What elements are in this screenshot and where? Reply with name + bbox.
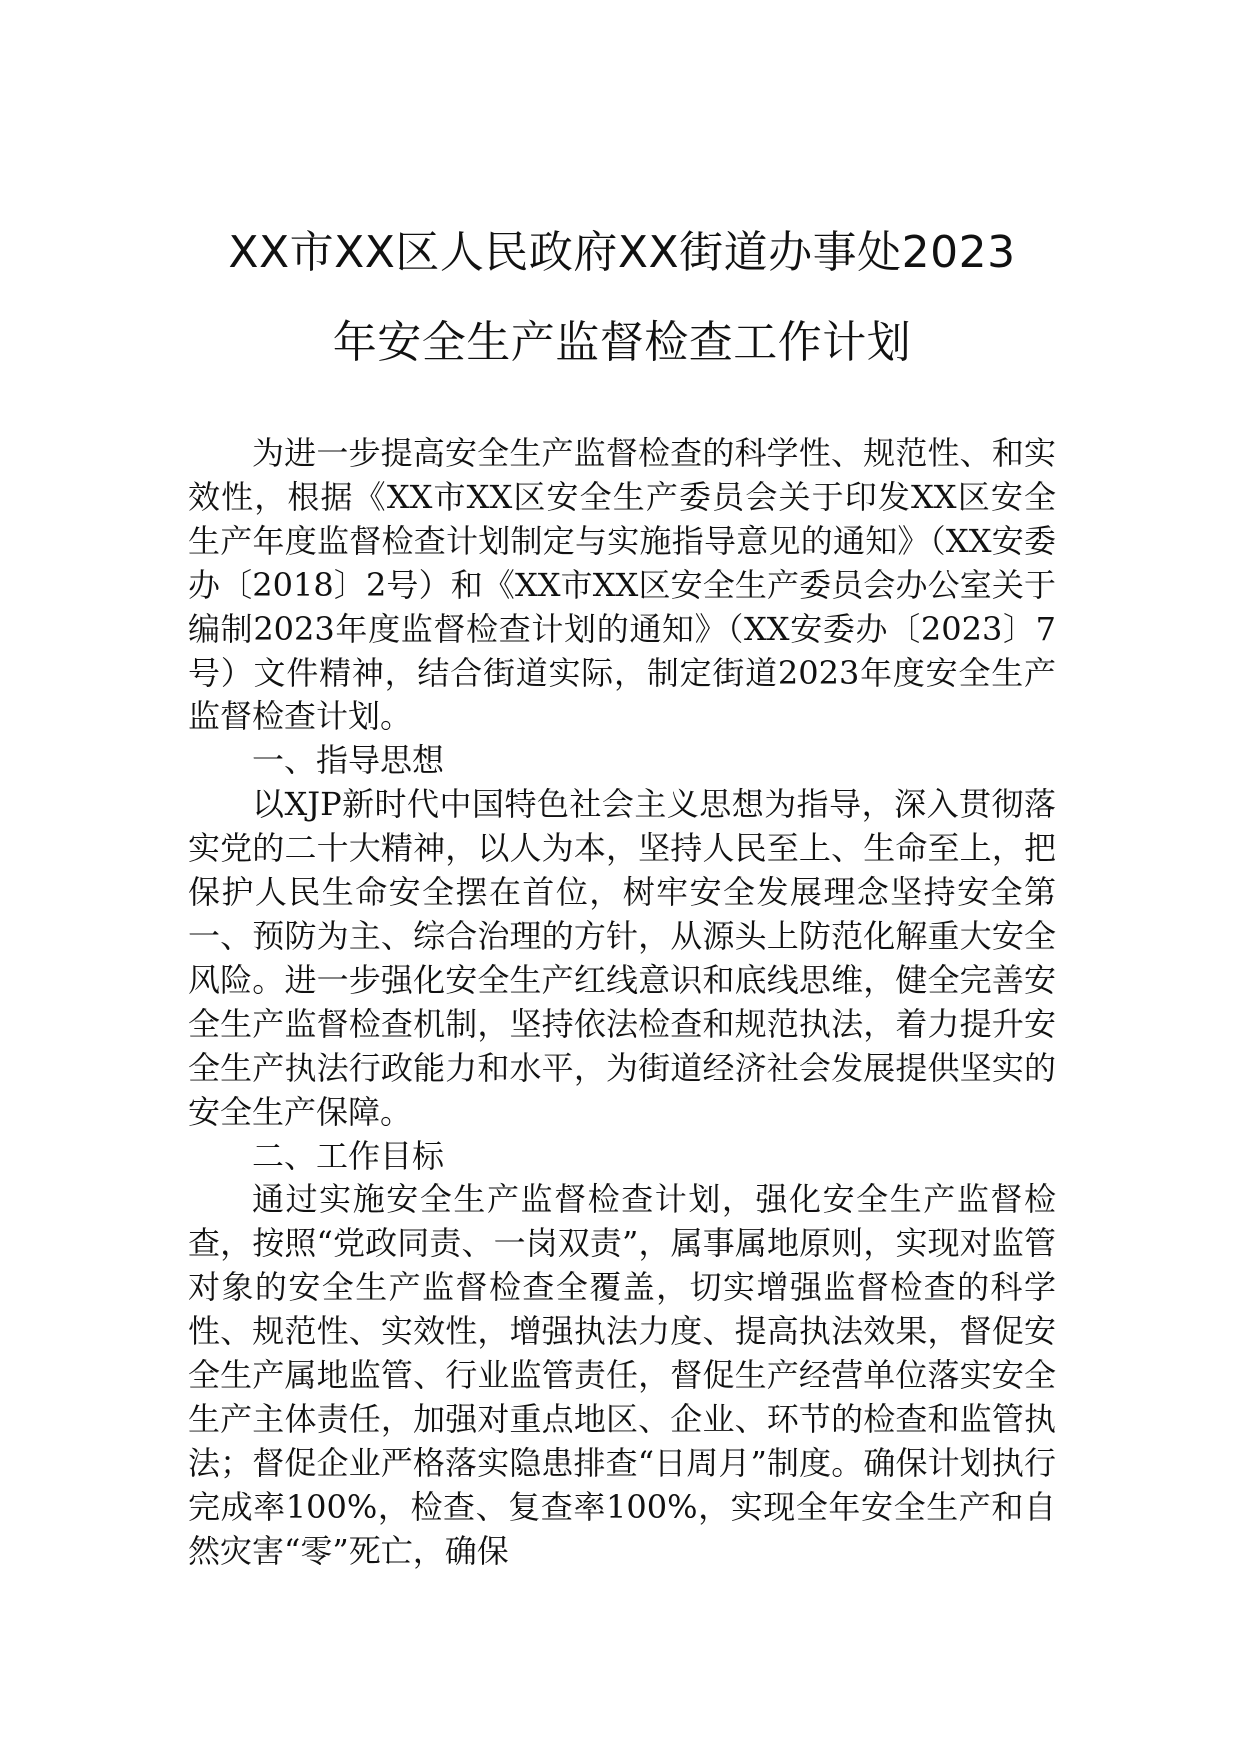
document-title bbox=[188, 208, 1056, 388]
work-goals-paragraph: 通过实施安全生产监督检查计划，强化安全生产监督检查，按照“党政同责、一岗双责”，属事属地原则，实现对监管对象的安全生产监督检查全覆盖，切实增强监督检查的科学性、规范性、实效性，增强执法力度、提高执法效果，督促安全生产属地监管、行业监管责任，督促生产经营单位落实安全生产主体责任，加强对重点地区、企业、环节的检查和监管执法；督促企业严格落实隐患排查“日周月”制度。确保计划执行完成率100%，检查、复查率100%，实现全年安全生产和自然灾害“零”死亡，确保 bbox=[188, 1180, 1056, 1570]
title-line-1: XX市XX区人民政府XX街道办事处2023 bbox=[228, 227, 1016, 278]
guiding-ideology-paragraph: 以XJP新时代中国特色社会主义思想为指导，深入贯彻落实党的二十大精神，以人为本，坚持人民至上、生命至上，把保护人民生命安全摆在首位，树牢安全发展理念坚持安全第一、预防为主、综合治理的方针，从源头上防范化解重大安全风险。进一步强化安全生产红线意识和底线思维，健全完善安全生产监督检查机制，坚持依法检查和规范执法，着力提升安全生产执法行政能力和水平，为街道经济社会发展提供坚实的安全生产保障。 bbox=[188, 785, 1056, 1131]
section-heading-guiding-ideology: 一、指导思想 bbox=[252, 741, 445, 780]
document-page bbox=[188, 208, 1056, 1574]
section-heading-work-goals: 二、工作目标 bbox=[252, 1136, 445, 1175]
document-body bbox=[188, 432, 1056, 1574]
intro-paragraph: 为进一步提高安全生产监督检查的科学性、规范性、和实效性，根据《XX市XX区安全生产委员会关于印发XX区安全生产年度监督检查计划制定与实施指导意见的通知》（XX安委办〔2018〕2号）和《XX市XX区安全生产委员会办公室关于编制2023年度监督检查计划的通知》（XX安委办〔2023〕7号）文件精神，结合街道实际，制定街道2023年度安全生产监督检查计划。 bbox=[188, 434, 1056, 736]
title-line-2: 年安全生产监督检查工作计划 bbox=[332, 317, 912, 368]
